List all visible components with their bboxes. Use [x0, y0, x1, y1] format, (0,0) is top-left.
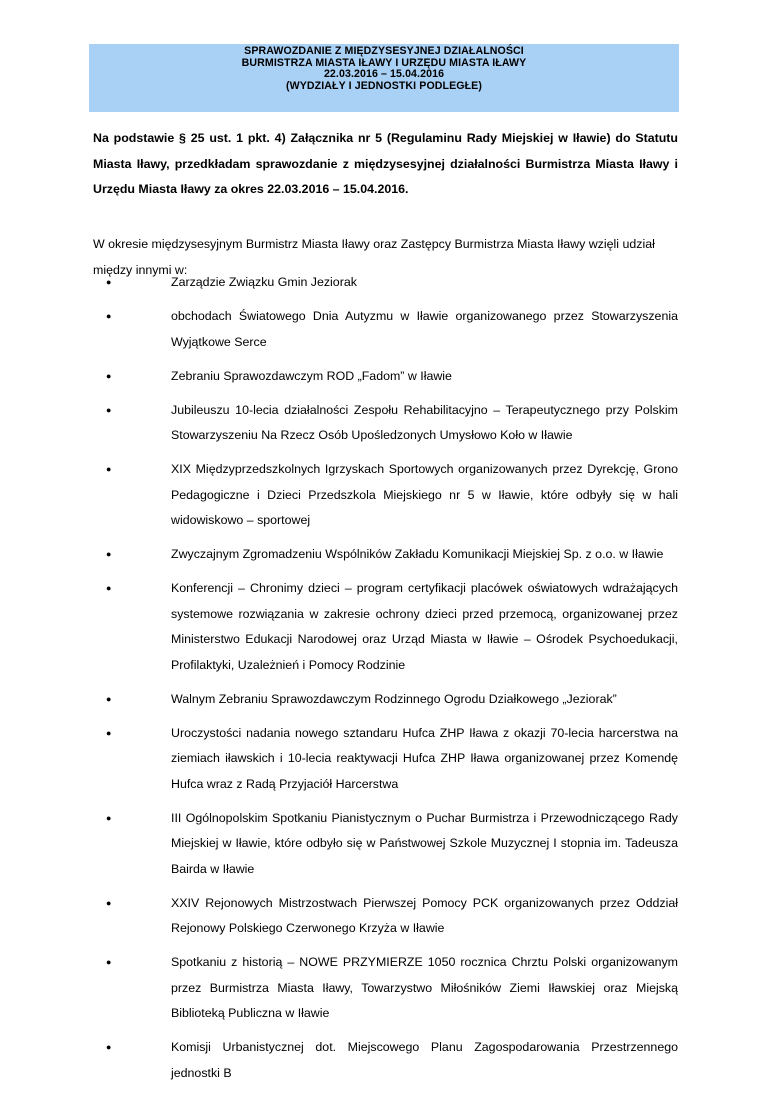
list-item-text: Walnym Zebraniu Sprawozdawczym Rodzinnego Ogrodu Działkowego „Jeziorak”	[171, 691, 617, 706]
list-item	[93, 364, 678, 390]
report-date-range: 22.03.2016 – 15.04.2016	[323, 68, 445, 80]
list-item	[93, 457, 678, 534]
lead-paragraph: W okresie międzysesyjnym Burmistrz Miasta Iławy oraz Zastępcy Burmistrza Miasta Iławy wzięli udział między innymi w:	[93, 237, 655, 277]
list-item	[93, 576, 678, 678]
bullet-icon: ●	[106, 812, 112, 823]
report-title-box	[89, 44, 679, 112]
bullet-icon: ●	[106, 1042, 112, 1052]
report-title-line: SPRAWOZDANIE Z MIĘDZYSESYJNEJ DZIAŁALNOŚCI	[244, 45, 524, 57]
list-item-text: Zwyczajnym Zgromadzeniu Wspólników Zakładu Komunikacji Miejskiej Sp. z o.o. w Iławie	[171, 547, 664, 561]
bullet-icon: ●	[106, 693, 112, 704]
list-item	[93, 270, 678, 296]
list-item-text: Jubileuszu 10-lecia działalności Zespołu Rehabilitacyjno – Terapeutycznego przy Polskim Stowarzyszeniu Na Rzecz Osób Upośledzonych Umysłowo Koło w Iławie	[171, 402, 678, 442]
list-item	[93, 398, 678, 449]
bullet-icon: ●	[106, 404, 112, 415]
events-list	[93, 270, 678, 1095]
bullet-icon: ●	[106, 727, 112, 738]
bullet-icon: ●	[106, 957, 112, 967]
list-item	[93, 721, 678, 798]
bullet-icon: ●	[106, 897, 112, 908]
list-item-text: Konferencji – Chronimy dzieci – program certyfikacji placówek oświatowych wdrażających systemowe rozwiązania w zakresie ochrony dzieci przed przemocą, organizowanej przez Ministerstwo Edukacji Narodowej oraz Urząd Miasta w Iławie – Ośrodek Psychoedukacji, Profilaktyki, Uzależnień i Pomocy Rodzinie	[171, 581, 678, 672]
list-item-text: obchodach Światowego Dnia Autyzmu w Iławie organizowanego przez Stowarzyszenia Wyjątkowe Serce	[171, 309, 678, 349]
list-item-text: Uroczystości nadania nowego sztandaru Hufca ZHP Iława z okazji 70-lecia harcerstwa na ziemiach iławskich i 10-lecia reaktywacji Hufca ZHP Iława organizowanej przez Komendę Hufca wraz z Radą Przyjaciół Harcerstwa	[171, 725, 678, 791]
list-item	[93, 1035, 678, 1086]
list-item	[93, 806, 678, 883]
list-item	[93, 304, 678, 355]
list-item	[93, 687, 678, 713]
list-item-text: Komisji Urbanistycznej dot. Miejscowego Planu Zagospodarowania Przestrzennego jednostki B	[171, 1040, 678, 1080]
bullet-icon: ●	[106, 277, 112, 287]
list-item-text: III Ogólnopolskim Spotkaniu Pianistycznym o Puchar Burmistrza i Przewodniczącego Rady Miejskiej w Iławie, które odbyło się w Państwowej Szkole Muzycznej I stopnia im. Tadeusza Bairda w Iławie	[171, 810, 678, 876]
bullet-icon: ●	[106, 464, 112, 474]
list-item-text: Zebraniu Sprawozdawczym ROD „Fadom” w Iławie	[171, 368, 452, 383]
list-item-text: Zarządzie Związku Gmin Jeziorak	[171, 275, 357, 289]
list-item	[93, 891, 678, 942]
bullet-icon: ●	[106, 370, 112, 381]
list-item-text: XXIV Rejonowych Mistrzostwach Pierwszej Pomocy PCK organizowanych przez Oddział Rejonowy Polskiego Czerwonego Krzyża w Iławie	[171, 895, 678, 935]
list-item	[93, 542, 678, 568]
list-item-text: XIX Międzyprzedszkolnych Igrzyskach Sportowych organizowanych przez Dyrekcję, Grono Pedagogiczne i Dzieci Przedszkola Miejskiego nr 5 w Iławie, które odbyły się w hali widowiskowo – sportowej	[171, 462, 678, 527]
intro-paragraph: Na podstawie § 25 ust. 1 pkt. 4) Załącznika nr 5 (Regulaminu Rady Miejskiej w Iławie) do Statutu Miasta Iławy, przedkładam sprawozdanie z międzysesyjnej działalności Burmistrza Miasta Iławy i Urzędu Miasta Iławy za okres 22.03.2016 – 15.04.2016.	[93, 131, 678, 196]
bullet-icon: ●	[106, 311, 112, 321]
report-title-line: BURMISTRZA MIASTA IŁAWY I URZĘDU MIASTA IŁAWY	[241, 56, 527, 69]
list-item	[93, 950, 678, 1027]
bullet-icon: ●	[106, 549, 112, 559]
bullet-icon: ●	[106, 583, 112, 593]
report-subtitle: (WYDZIAŁY I JEDNOSTKI PODLEGŁE)	[286, 79, 482, 92]
list-item-text: Spotkaniu z historią – NOWE PRZYMIERZE 1050 rocznica Chrztu Polski organizowanym przez Burmistrza Miasta Iławy, Towarzystwo Miłośników Ziemi Iławskiej oraz Miejską Biblioteką Publiczna w Iławie	[171, 955, 678, 1020]
